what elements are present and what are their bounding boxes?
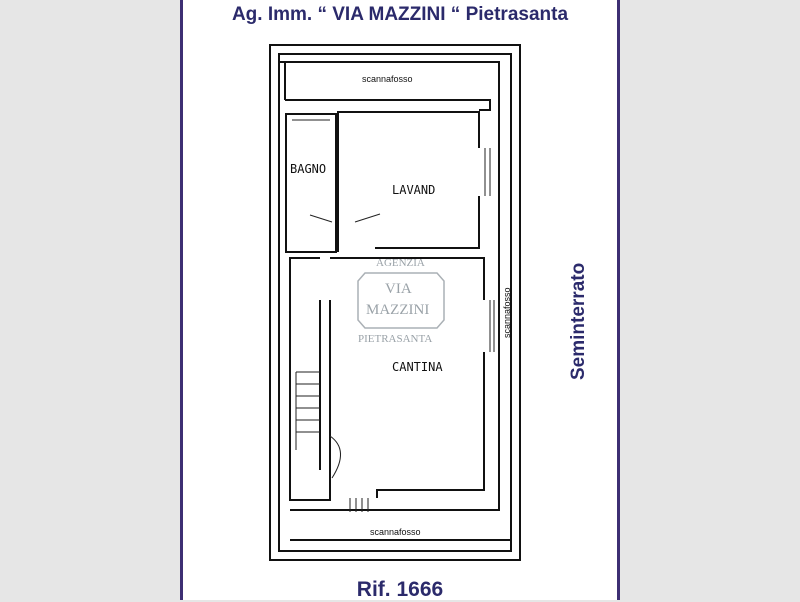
watermark-bottom: PIETRASANTA — [358, 333, 433, 345]
lavand-wall-right — [375, 196, 479, 248]
agency-watermark — [358, 257, 444, 345]
lavand-door — [355, 214, 380, 222]
reference-number: Rif. 1666 — [356, 578, 444, 601]
watermark-line2: MAZZINI — [366, 302, 430, 318]
cantina-label: CANTINA — [392, 360, 443, 374]
level-label: Seminterrato — [568, 262, 589, 380]
scannafosso-bottom-wall — [290, 484, 499, 510]
bagno-door — [310, 215, 332, 222]
scannafosso-right-label: scannafosso — [502, 287, 512, 338]
watermark-line1: VIA — [385, 281, 412, 297]
lavand-label: LAVAND — [392, 183, 436, 197]
agency-title: Ag. Imm. “ VIA MAZZINI “ Pietrasanta — [231, 4, 569, 25]
bagno-label: BAGNO — [290, 162, 327, 176]
watermark-top: AGENZIA — [376, 257, 425, 269]
bagno-walls — [286, 114, 336, 252]
lavand-walls — [338, 112, 479, 252]
stairs — [296, 372, 341, 478]
scannafosso-top-inner — [285, 100, 490, 110]
scannafosso-bottom-label: scannafosso — [370, 527, 421, 537]
scannafosso-top-label: scannafosso — [362, 74, 413, 84]
